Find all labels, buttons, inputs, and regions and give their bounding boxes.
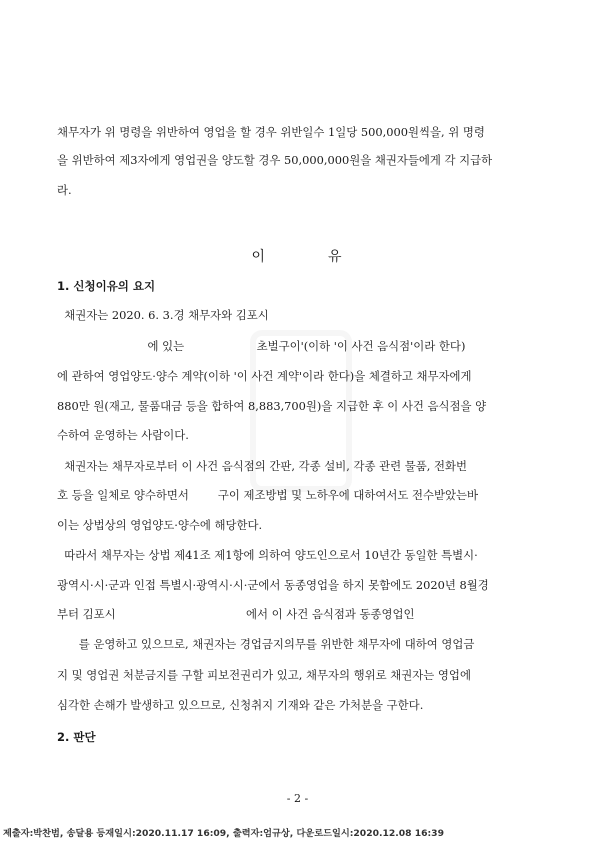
s1-line-6: 채권자는 채무자로부터 이 사건 음식점의 간판, 각종 설비, 각종 관련 물품, 전화번: [57, 459, 468, 473]
s1-line-3: 에 관하여 영업양도·양수 계약(이하 '이 사건 계약'이라 한다)을 체결하고 채무자에게: [57, 369, 472, 383]
intro-line-2: 을 위반하여 제3자에게 영업권을 양도할 경우 50,000,000원을 채권자들에게 각 지급하: [57, 153, 493, 167]
s1-line-11: 부터 김포시 에서 이 사건 음식점과 동종영업인: [57, 607, 415, 621]
s1-line-14: 심각한 손해가 발생하고 있으므로, 신청취지 기재와 같은 가처분을 구한다.: [57, 698, 424, 712]
section-title-left: 이: [251, 249, 268, 265]
s1-line-5: 수하여 운영하는 사람이다.: [57, 428, 189, 442]
section-title-right: 유: [327, 249, 344, 265]
section-2-heading: 2. 판단: [57, 730, 96, 744]
s1-line-10: 광역시·시·군과 인접 특별시·광역시·시·군에서 동종영업을 하지 못함에도 2020년 8월경: [57, 578, 489, 592]
s1-line-4: 880만 원(재고, 물품대금 등을 합하여 8,883,700원)을 지급한 후 이 사건 음식점을 양: [57, 399, 487, 413]
s1-line-7: 호 등을 일체로 양수하면서 구이 제조방법 및 노하우에 대하여서도 전수받았는바: [57, 488, 479, 502]
page-number: - 2 -: [286, 792, 309, 805]
s1-line-8: 이는 상법상의 영업양도·양수에 해당한다.: [57, 518, 263, 532]
section-1-heading: 1. 신청이유의 요지: [57, 279, 156, 293]
s1-line-12: 를 운영하고 있으므로, 채권자는 경업금지의무를 위반한 채무자에 대하여 영업금: [57, 637, 475, 651]
intro-line-1: 채무자가 위 명령을 위반하여 영업을 할 경우 위반일수 1일당 500,000원씩을, 위 명령: [57, 125, 485, 139]
s1-line-9: 따라서 채무자는 상법 제41조 제1항에 의하여 양도인으로서 10년간 동일한 특별시·: [57, 548, 478, 562]
submission-footer: 제출자:박찬범, 송달용 등재일시:2020.11.17 16:09, 출력자:엄규상, 다운로드일시:2020.12.08 16:39: [3, 828, 444, 839]
s1-line-13: 지 및 영업권 처분금지를 구할 피보전권리가 있고, 채무자의 행위로 채권자는 영업에: [57, 668, 471, 682]
s1-line-1: 채권자는 2020. 6. 3.경 채무자와 김포시: [57, 308, 269, 322]
s1-line-2: 에 있는 초벌구이'(이하 '이 사건 음식점'이라 한다): [57, 339, 466, 353]
section-title: [0, 246, 595, 266]
intro-line-3: 라.: [57, 183, 72, 197]
